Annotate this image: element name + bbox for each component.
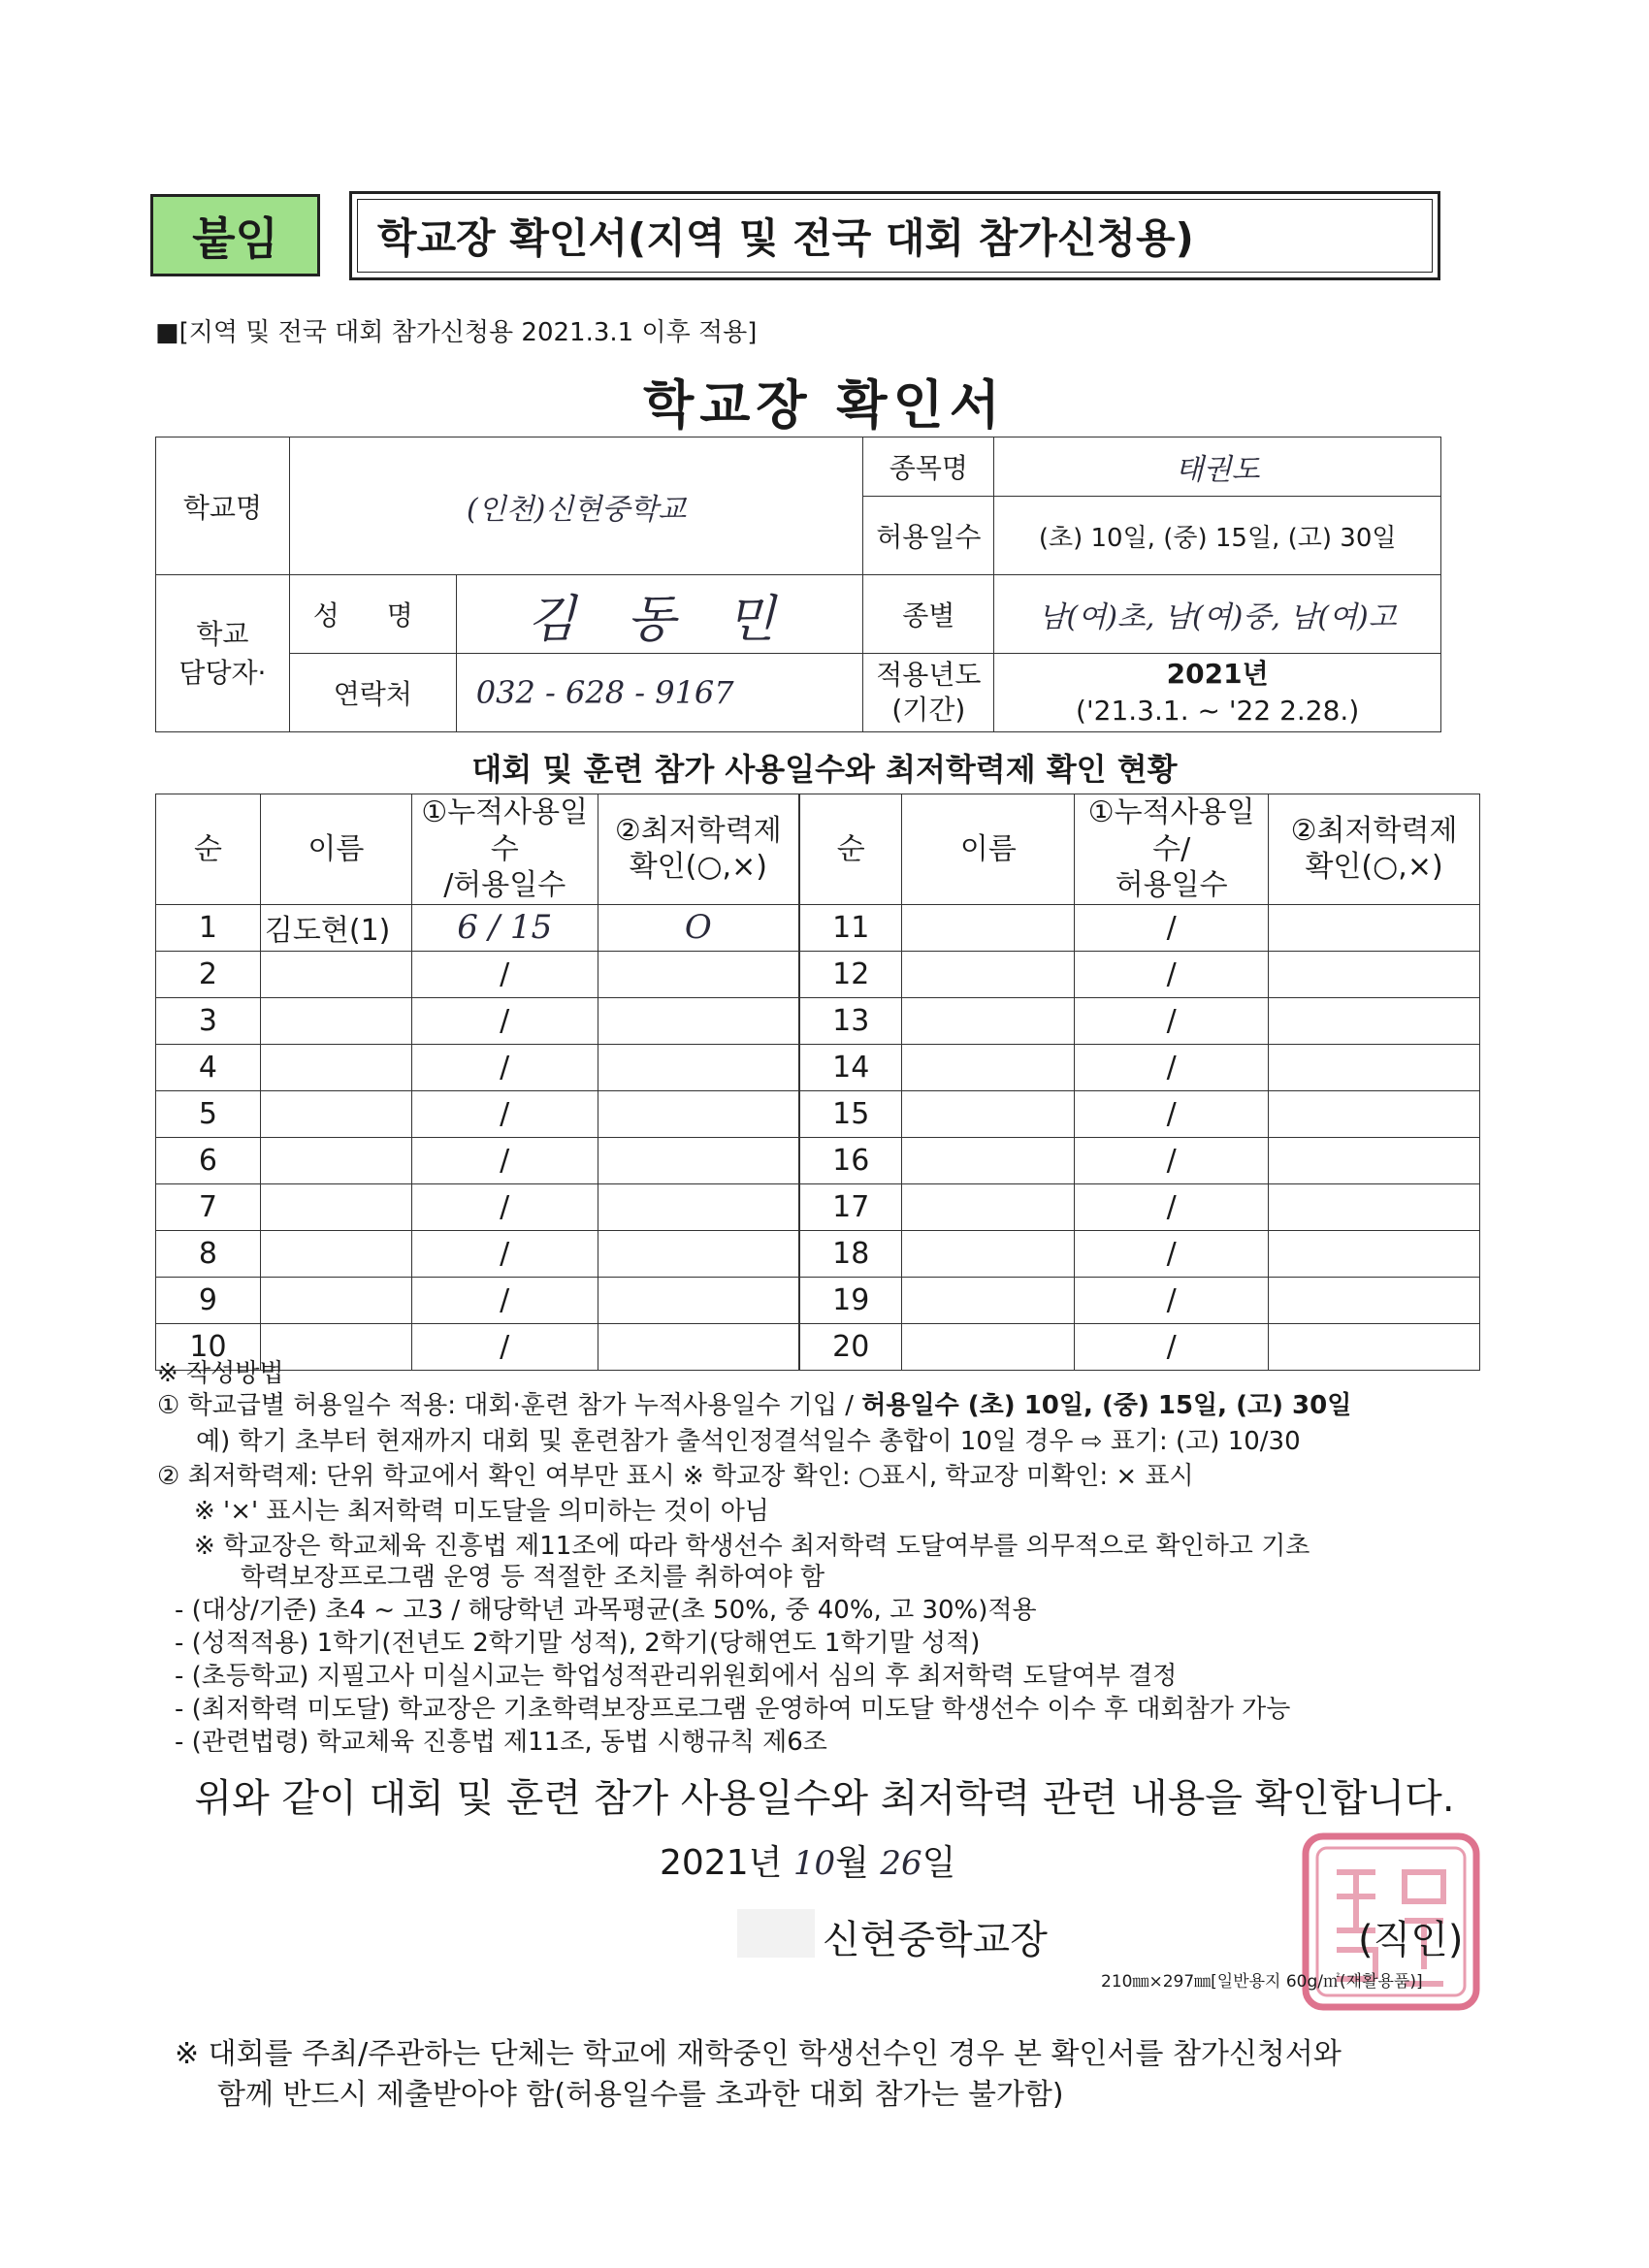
row-no-2: 19 — [799, 1277, 902, 1323]
allowed-days-value: (초) 10일, (중) 15일, (고) 30일 — [994, 497, 1441, 575]
school-info-table — [155, 437, 1441, 732]
row-no: 9 — [156, 1277, 261, 1323]
col-no-2: 순 — [799, 794, 902, 905]
row-name-2[interactable] — [902, 1044, 1075, 1090]
header-title: 학교장 확인서(지역 및 전국 대회 참가신청용) — [357, 199, 1433, 273]
instruction-1-example: 예) 학기 초부터 현재까지 대회 및 훈련참가 출석인정결석일수 총합이 10일 경우 ⇨ 표기: (고) 10/30 — [196, 1427, 1301, 1456]
row-min-grade-2[interactable] — [1269, 1044, 1480, 1090]
school-name-label: 학교명 — [156, 437, 290, 575]
school-name-value[interactable]: (인천)신현중학교 — [289, 437, 863, 575]
section-title: 대회 및 훈련 참가 사용일수와 최저학력제 확인 현황 — [471, 751, 1178, 788]
row-days-2[interactable]: / — [1075, 1183, 1269, 1230]
row-name-2[interactable] — [902, 1137, 1075, 1183]
row-min-grade[interactable] — [598, 1137, 799, 1183]
period-range: ('21.3.1. ~ '22 2.28.) — [1076, 695, 1360, 727]
gender-label: 종별 — [863, 575, 994, 654]
row-name[interactable] — [260, 951, 411, 997]
col-no: 순 — [156, 794, 261, 905]
participation-rows — [156, 904, 1480, 1370]
row-days[interactable]: / — [411, 1044, 598, 1090]
row-min-grade[interactable] — [598, 1183, 799, 1230]
contact-value[interactable]: 032 - 628 - 9167 — [456, 654, 863, 732]
row-min-grade-2[interactable] — [1269, 951, 1480, 997]
date-year: 2021년 — [660, 1843, 783, 1883]
instruction-1b: 허용일수 (초) 10일, (중) 15일, (고) 30일 — [861, 1391, 1352, 1420]
participation-table — [155, 794, 1480, 1371]
instruction-1a: ① 학교급별 허용일수 적용: 대회·훈련 참가 누적사용일수 기입 / — [157, 1391, 862, 1420]
sport-value[interactable]: 태권도 — [994, 437, 1441, 497]
instruction-6: - (대상/기준) 초4 ~ 고3 / 해당학년 과목평균(초 50%, 중 40%, 고 30%)적용 — [175, 1596, 1037, 1625]
row-name[interactable] — [260, 997, 411, 1044]
row-min-grade-2[interactable] — [1269, 904, 1480, 951]
row-days[interactable]: / — [411, 1323, 598, 1370]
row-min-grade[interactable] — [598, 951, 799, 997]
signature-date — [660, 1835, 955, 1885]
date-day-unit: 일 — [922, 1843, 956, 1883]
instruction-5: 학력보장프로그램 운영 등 적절한 조치를 취하여야 함 — [241, 1563, 825, 1592]
row-days-2[interactable]: / — [1075, 951, 1269, 997]
period-label: 적용년도 (기간) — [863, 654, 994, 732]
stamp-label: (직인) — [1358, 1918, 1464, 1962]
row-min-grade[interactable] — [598, 997, 799, 1044]
row-min-grade[interactable]: O — [598, 904, 799, 951]
row-name-2[interactable] — [902, 1183, 1075, 1230]
instruction-10: - (관련법령) 학교체육 진흥법 제11조, 동법 시행규칙 제6조 — [175, 1728, 827, 1757]
row-no: 5 — [156, 1090, 261, 1137]
row-days-2[interactable]: / — [1075, 1044, 1269, 1090]
sport-label: 종목명 — [863, 437, 994, 497]
footer-note — [175, 2034, 1342, 2116]
row-days-2[interactable]: / — [1075, 904, 1269, 951]
row-no-2: 20 — [799, 1323, 902, 1370]
row-days-2[interactable]: / — [1075, 1277, 1269, 1323]
table-row — [156, 1090, 1480, 1137]
row-name-2[interactable] — [902, 997, 1075, 1044]
row-no: 10 — [156, 1323, 261, 1370]
footer-line-1: ※ 대회를 주최/주관하는 단체는 학교에 재학중인 학생선수인 경우 본 확인서를 참가신청서와 — [175, 2037, 1342, 2071]
row-no-2: 16 — [799, 1137, 902, 1183]
instruction-9: - (최저학력 미도달) 학교장은 기초학력보장프로그램 운영하여 미도달 학생선수 이수 후 대회참가 가능 — [175, 1695, 1291, 1724]
footer-line-2: 함께 반드시 제출받아야 함(허용일수를 초과한 대회 참가는 불가함) — [217, 2078, 1064, 2112]
row-min-grade-2[interactable] — [1269, 1183, 1480, 1230]
row-name[interactable] — [260, 1137, 411, 1183]
row-min-grade[interactable] — [598, 1090, 799, 1137]
table-row — [156, 951, 1480, 997]
application-note: ■[지역 및 전국 대회 참가신청용 2021.3.1 이후 적용] — [155, 318, 758, 347]
col-days-2: ①누적사용일수/ 허용일수 — [1075, 794, 1269, 905]
instruction-2: ② 최저학력제: 단위 학교에서 확인 여부만 표시 ※ 학교장 확인: ○표시, 학교장 미확인: × 표시 — [157, 1462, 1194, 1491]
col-name-2: 이름 — [902, 794, 1075, 905]
table-row — [156, 997, 1480, 1044]
document-title: 학교장 확인서 — [643, 374, 1006, 436]
row-no-2: 12 — [799, 951, 902, 997]
row-name[interactable]: 김도현(1) — [260, 904, 411, 951]
row-no: 4 — [156, 1044, 261, 1090]
row-no: 3 — [156, 997, 261, 1044]
row-name-2[interactable] — [902, 1230, 1075, 1277]
row-min-grade-2[interactable] — [1269, 1137, 1480, 1183]
principal-title: 신현중학교장 — [823, 1918, 1048, 1962]
manager-name-value[interactable]: 김 동 민 — [456, 575, 863, 654]
period-value — [994, 654, 1441, 732]
row-days[interactable]: / — [411, 1137, 598, 1183]
row-no-2: 13 — [799, 997, 902, 1044]
row-name[interactable] — [260, 1044, 411, 1090]
row-min-grade-2[interactable] — [1269, 1277, 1480, 1323]
allowed-days-label: 허용일수 — [863, 497, 994, 575]
row-min-grade-2[interactable] — [1269, 1230, 1480, 1277]
row-days[interactable]: / — [411, 1090, 598, 1137]
row-min-grade-2[interactable] — [1269, 997, 1480, 1044]
col-min-grade-2: ②최저학력제 확인(○,×) — [1269, 794, 1480, 905]
col-name: 이름 — [260, 794, 411, 905]
row-no: 6 — [156, 1137, 261, 1183]
row-days-2[interactable]: / — [1075, 1323, 1269, 1370]
table-row — [156, 1137, 1480, 1183]
confirmation-statement: 위와 같이 대회 및 훈련 참가 사용일수와 최저학력 관련 내용을 확인합니다. — [194, 1776, 1455, 1821]
row-days[interactable]: / — [411, 1277, 598, 1323]
date-day[interactable]: 26 — [880, 1844, 922, 1883]
instruction-3: ※ '×' 표시는 최저학력 미도달을 의미하는 것이 아님 — [194, 1497, 769, 1526]
row-days-2[interactable]: / — [1075, 1090, 1269, 1137]
row-name-2[interactable] — [902, 904, 1075, 951]
row-days[interactable]: / — [411, 997, 598, 1044]
manager-name-label — [289, 575, 456, 654]
row-min-grade-2[interactable] — [1269, 1323, 1480, 1370]
row-days-2[interactable]: / — [1075, 1137, 1269, 1183]
row-days-2[interactable]: / — [1075, 997, 1269, 1044]
table-row — [156, 904, 1480, 951]
paper-spec: 210㎜×297㎜[일반용지 60g/㎡(재활용품)] — [1101, 1972, 1423, 1992]
date-month-unit: 월 — [835, 1843, 869, 1883]
row-days[interactable]: / — [411, 951, 598, 997]
row-no: 8 — [156, 1230, 261, 1277]
row-min-grade[interactable] — [598, 1044, 799, 1090]
period-year: 2021년 — [1166, 658, 1269, 690]
row-name[interactable] — [260, 1230, 411, 1277]
contact-label: 연락처 — [289, 654, 456, 732]
row-no: 1 — [156, 904, 261, 951]
instruction-8: - (초등학교) 지필고사 미실시교는 학업성적관리위원회에서 심의 후 최저학력 도달여부 결정 — [175, 1662, 1178, 1691]
date-month[interactable]: 10 — [792, 1844, 836, 1883]
redaction-mark — [737, 1909, 815, 1958]
row-no-2: 14 — [799, 1044, 902, 1090]
row-name-2[interactable] — [902, 1323, 1075, 1370]
row-name-2[interactable] — [902, 951, 1075, 997]
row-name[interactable] — [260, 1277, 411, 1323]
row-no-2: 17 — [799, 1183, 902, 1230]
instruction-1 — [157, 1390, 1351, 1421]
row-min-grade-2[interactable] — [1269, 1090, 1480, 1137]
table-row — [156, 1323, 1480, 1370]
gender-value[interactable]: 남(여)초, 남(여)중, 남(여)고 — [994, 575, 1441, 654]
row-no: 2 — [156, 951, 261, 997]
table-row — [156, 1044, 1480, 1090]
col-days: ①누적사용일수 /허용일수 — [411, 794, 598, 905]
instructions-heading: ※ 작성방법 — [157, 1359, 284, 1388]
row-days[interactable]: 6 / 15 — [411, 904, 598, 951]
instruction-7: - (성적적용) 1학기(전년도 2학기말 성적), 2학기(당해연도 1학기말 성적) — [175, 1629, 981, 1658]
instruction-4: ※ 학교장은 학교체육 진흥법 제11조에 따라 학생선수 최저학력 도달여부를 의무적으로 확인하고 기초 — [194, 1532, 1310, 1561]
col-min-grade: ②최저학력제 확인(○,×) — [598, 794, 799, 905]
table-row — [156, 1230, 1480, 1277]
row-min-grade[interactable] — [598, 1277, 799, 1323]
row-name[interactable] — [260, 1183, 411, 1230]
row-days[interactable]: / — [411, 1183, 598, 1230]
row-name-2[interactable] — [902, 1277, 1075, 1323]
row-no: 7 — [156, 1183, 261, 1230]
manager-name-label-text: 성 명 — [312, 599, 433, 632]
manager-label: 학교 담당자· — [156, 575, 290, 732]
attachment-badge: 붙임 — [150, 194, 320, 276]
row-min-grade[interactable] — [598, 1230, 799, 1277]
row-no-2: 11 — [799, 904, 902, 951]
row-name-2[interactable] — [902, 1090, 1075, 1137]
table-row — [156, 1277, 1480, 1323]
table-row — [156, 1183, 1480, 1230]
row-name[interactable] — [260, 1090, 411, 1137]
row-days-2[interactable]: / — [1075, 1230, 1269, 1277]
row-days[interactable]: / — [411, 1230, 598, 1277]
row-min-grade[interactable] — [598, 1323, 799, 1370]
row-no-2: 15 — [799, 1090, 902, 1137]
row-no-2: 18 — [799, 1230, 902, 1277]
